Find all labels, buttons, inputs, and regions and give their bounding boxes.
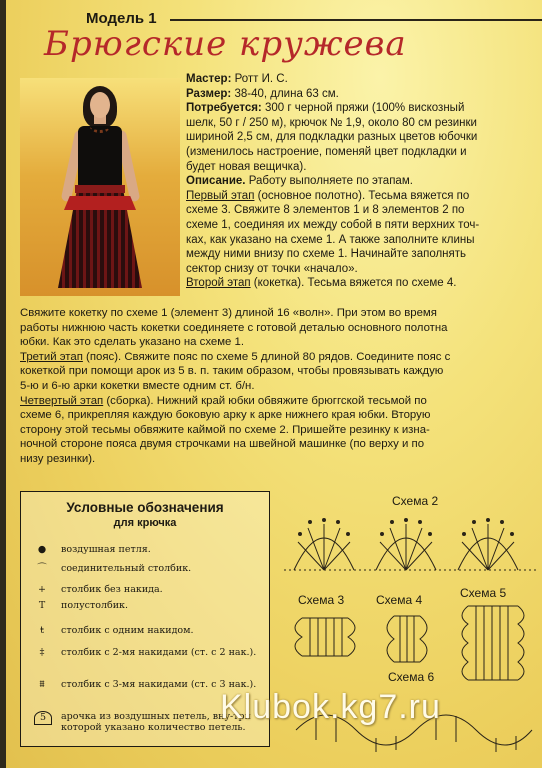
stage3-line: кокеткой при помощи арок из 5 в. п. таким образом, чтобы провязывать каждую (20, 365, 444, 378)
materials-line: шелк, 50 г / 250 м), крючок № 1,9, около 80 см резинки (186, 116, 477, 129)
chain-stitch-icon: ● (37, 544, 47, 555)
model-photo (20, 78, 180, 296)
materials-line: (изменилось настроение, поменяй цвет подкладки и (186, 145, 467, 158)
stage3-line: 5-ю и 6-ю арки кокетки вместе одним ст. б/н. (20, 379, 255, 392)
slip-stitch-icon: ⌒ (37, 563, 47, 574)
master-value: Ротт И. С. (231, 73, 288, 85)
stage4-label: Четвертый этап (20, 394, 104, 407)
stage4-line: схеме 6, прикрепляя каждую боковую арку к арке нижнего края юбки. Вторую (20, 409, 431, 422)
model-label: Модель 1 (86, 10, 157, 27)
description-label: Описание. (186, 175, 246, 188)
stage4-line: сторону этой тесьмы обвяжите каймой по схеме 2. Пришейте резинку к изна- (20, 423, 430, 436)
intro-block (186, 72, 532, 291)
size-value: 38-40, длина 63 см. (231, 87, 339, 100)
stage1-line: схеме 1, соединяя их между собой в пяти верхних точ- (186, 218, 480, 231)
scheme-3-label: Схема 3 (298, 593, 345, 607)
legend-text: столбик с 2-мя накидами (ст. с 2 нак.). (61, 647, 257, 658)
double-treble-icon: ⩩ (39, 679, 45, 690)
master-label: Мастер: (186, 73, 232, 85)
stage1-line: сектор снизу от точки «начало». (186, 262, 358, 275)
materials-line: 300 г черной пряжи (100% вискозный (261, 102, 465, 115)
stage2-line: работы нижнюю часть кокетки соединяете с готовой деталью основного полотна (20, 321, 448, 334)
double-crochet-icon: ŧ (40, 625, 44, 636)
legend-text: столбик с 3-мя накидами (ст. с 3 нак.). (61, 679, 257, 690)
legend-title: Условные обозначения (66, 500, 224, 515)
legend-text: воздушная петля. (61, 544, 151, 555)
stage1-line: схеме 3. Свяжите 8 элементов 1 и 8 элементов 2 по (186, 204, 465, 217)
stage1-text: (основное полотно). Тесьма вяжется по (254, 189, 470, 202)
scheme-2-label: Схема 2 (392, 494, 439, 508)
stage4-text: (сборка). Нижний край юбки обвяжите брюггской тесьмой по (103, 394, 427, 407)
stage2-text: (кокетка). Тесьма вяжется по схеме 4. (250, 277, 457, 290)
watermark: Klubok.kg7.ru (220, 688, 441, 726)
stage1-line: между ними внизу по схеме 1. Начинайте заполнять (186, 248, 467, 261)
stage2-line: Свяжите кокетку по схеме 1 (элемент 3) длиной 16 «волн». При этом во время (20, 307, 437, 319)
stage2-label: Второй этап (186, 277, 251, 290)
full-text-block (20, 306, 536, 467)
legend-text: столбик без накида. (61, 584, 163, 595)
page-edge (0, 0, 6, 768)
chain-arch-icon: 5 (34, 711, 52, 725)
scheme-4-diagram (384, 612, 430, 666)
stage2-line: юбки. Как это сделать указано на схеме 1. (20, 336, 245, 349)
scheme-5-diagram (458, 602, 528, 684)
legend-subtitle: для крючка (113, 517, 177, 529)
materials-line: будет новая вещичка). (186, 160, 307, 173)
scheme-2-diagram (284, 512, 536, 578)
half-double-icon: Т (38, 600, 46, 611)
legend-text: полустолбик. (61, 600, 129, 611)
scheme-4-label: Схема 4 (376, 593, 423, 607)
page-title: Брюгские кружева (44, 24, 407, 64)
size-label: Размер: (186, 87, 232, 100)
scheme-5-label: Схема 5 (460, 586, 507, 600)
scheme-3-diagram (290, 612, 360, 662)
materials-line: шириной 2,5 см, для подкладки разных цветов юбочки (186, 131, 478, 144)
materials-label: Потребуется: (186, 102, 262, 115)
legend-text: соединительный столбик. (61, 563, 192, 574)
header-rule (170, 19, 542, 21)
stage3-label: Третий этап (20, 350, 83, 363)
treble-crochet-icon: ‡ (39, 647, 45, 658)
legend-text: столбик с одним накидом. (61, 625, 194, 636)
stage3-text: (пояс). Свяжите пояс по схеме 5 длиной 80 рядов. Соедините пояс с (82, 350, 451, 363)
stage4-line: низу резинки). (20, 452, 96, 465)
description-value: Работу выполняете по этапам. (245, 175, 413, 188)
stage4-line: ночной стороне пояса двумя строчками на швейной машинке (по верху и по (20, 438, 425, 451)
legend-text: арочка из воздушных петель, вну-три которой указано количество петель. (61, 711, 251, 733)
scheme-6-label: Схема 6 (388, 670, 435, 684)
single-crochet-icon: + (38, 584, 46, 595)
stage1-line: ках, как указано на схеме 1. А также заполните клины (186, 233, 475, 246)
stage1-label: Первый этап (186, 189, 255, 202)
